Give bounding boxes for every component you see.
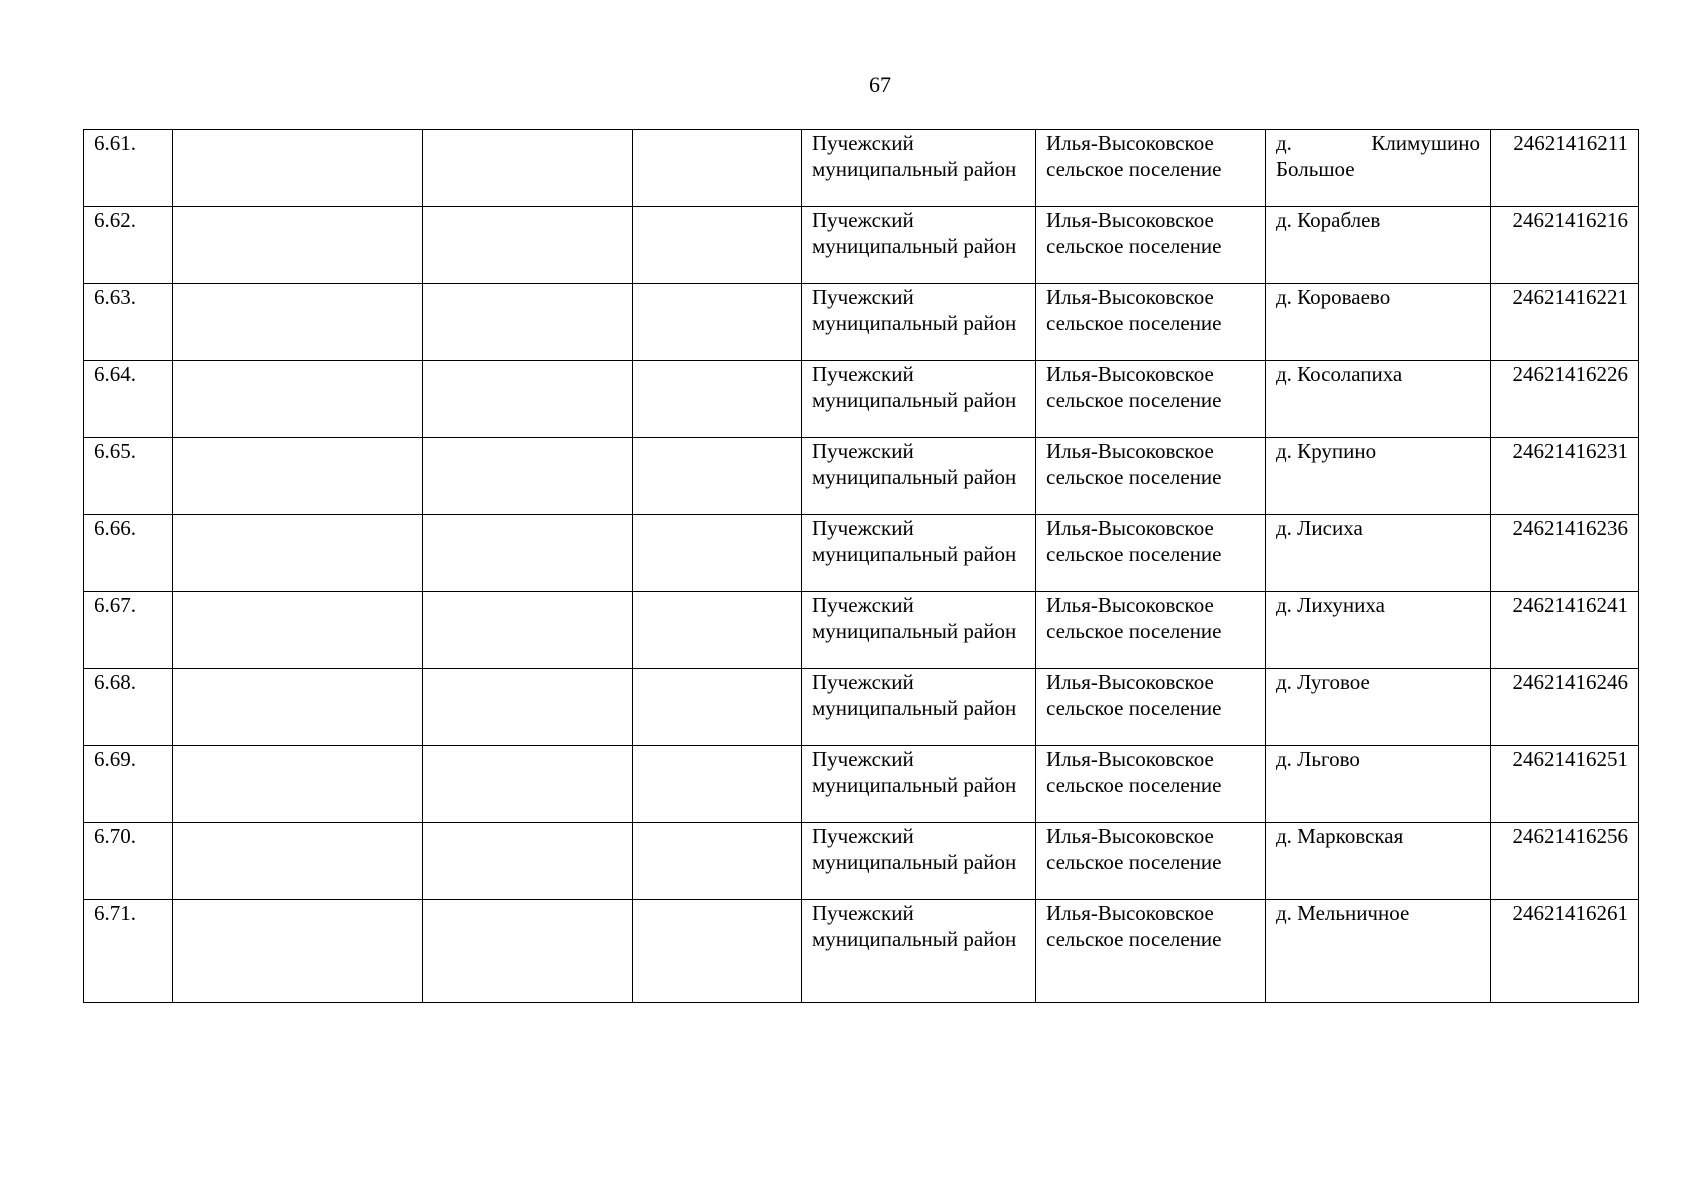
oktmo-code-cell: 24621416221: [1491, 284, 1639, 361]
empty-cell: [633, 438, 802, 515]
empty-cell: [633, 592, 802, 669]
district-cell: Пучежский муниципальный район: [802, 823, 1036, 900]
oktmo-code-cell: 24621416226: [1491, 361, 1639, 438]
row-number-cell: 6.61.: [84, 130, 173, 207]
empty-cell: [633, 669, 802, 746]
empty-cell: [633, 515, 802, 592]
row-number-cell: 6.69.: [84, 746, 173, 823]
locality-cell: д. Лисиха: [1266, 515, 1491, 592]
empty-cell: [423, 823, 633, 900]
table-row: [84, 669, 1639, 746]
row-number-cell: 6.67.: [84, 592, 173, 669]
empty-cell: [173, 515, 423, 592]
district-cell: Пучежский муниципальный район: [802, 438, 1036, 515]
row-number-cell: 6.70.: [84, 823, 173, 900]
empty-cell: [423, 669, 633, 746]
district-cell: Пучежский муниципальный район: [802, 669, 1036, 746]
empty-cell: [423, 515, 633, 592]
empty-cell: [633, 207, 802, 284]
settlement-cell: Илья-Высоковское сельское поселение: [1036, 515, 1266, 592]
table-row: [84, 900, 1639, 1003]
oktmo-code-cell: 24621416256: [1491, 823, 1639, 900]
empty-cell: [173, 900, 423, 1003]
oktmo-code-cell: 24621416216: [1491, 207, 1639, 284]
settlement-cell: Илья-Высоковское сельское поселение: [1036, 669, 1266, 746]
district-cell: Пучежский муниципальный район: [802, 746, 1036, 823]
district-cell: Пучежский муниципальный район: [802, 592, 1036, 669]
row-number-cell: 6.65.: [84, 438, 173, 515]
district-cell: Пучежский муниципальный район: [802, 284, 1036, 361]
locality-cell: д. Крупино: [1266, 438, 1491, 515]
settlement-cell: Илья-Высоковское сельское поселение: [1036, 438, 1266, 515]
settlement-cell: Илья-Высоковское сельское поселение: [1036, 592, 1266, 669]
empty-cell: [423, 284, 633, 361]
empty-cell: [173, 746, 423, 823]
settlement-cell: Илья-Высоковское сельское поселение: [1036, 207, 1266, 284]
row-number-cell: 6.64.: [84, 361, 173, 438]
oktmo-code-cell: 24621416236: [1491, 515, 1639, 592]
district-cell: Пучежский муниципальный район: [802, 515, 1036, 592]
empty-cell: [633, 823, 802, 900]
row-number-cell: 6.62.: [84, 207, 173, 284]
empty-cell: [423, 130, 633, 207]
district-cell: Пучежский муниципальный район: [802, 900, 1036, 1003]
settlement-cell: Илья-Высоковское сельское поселение: [1036, 746, 1266, 823]
empty-cell: [423, 438, 633, 515]
oktmo-code-cell: 24621416251: [1491, 746, 1639, 823]
oktmo-code-cell: 24621416211: [1491, 130, 1639, 207]
table-row: [84, 438, 1639, 515]
locality-cell: д. Луговое: [1266, 669, 1491, 746]
empty-cell: [173, 438, 423, 515]
settlement-cell: Илья-Высоковское сельское поселение: [1036, 823, 1266, 900]
locality-cell: д. Кораблев: [1266, 207, 1491, 284]
row-number-cell: 6.71.: [84, 900, 173, 1003]
page-number: 67: [869, 72, 891, 97]
settlement-cell: Илья-Высоковское сельское поселение: [1036, 900, 1266, 1003]
empty-cell: [633, 361, 802, 438]
empty-cell: [633, 284, 802, 361]
empty-cell: [633, 900, 802, 1003]
empty-cell: [423, 361, 633, 438]
settlements-table: [83, 129, 1639, 1003]
settlement-cell: Илья-Высоковское сельское поселение: [1036, 284, 1266, 361]
settlement-cell: Илья-Высоковское сельское поселение: [1036, 130, 1266, 207]
empty-cell: [423, 900, 633, 1003]
empty-cell: [423, 746, 633, 823]
oktmo-code-cell: 24621416231: [1491, 438, 1639, 515]
district-cell: Пучежский муниципальный район: [802, 207, 1036, 284]
empty-cell: [423, 592, 633, 669]
table-row: [84, 823, 1639, 900]
empty-cell: [173, 669, 423, 746]
district-cell: Пучежский муниципальный район: [802, 361, 1036, 438]
empty-cell: [173, 284, 423, 361]
locality-cell: д. Льгово: [1266, 746, 1491, 823]
empty-cell: [173, 207, 423, 284]
empty-cell: [633, 130, 802, 207]
locality-cell: д. Короваево: [1266, 284, 1491, 361]
empty-cell: [173, 592, 423, 669]
oktmo-code-cell: 24621416261: [1491, 900, 1639, 1003]
empty-cell: [633, 746, 802, 823]
empty-cell: [423, 207, 633, 284]
district-cell: Пучежский муниципальный район: [802, 130, 1036, 207]
oktmo-code-cell: 24621416241: [1491, 592, 1639, 669]
table-row: [84, 361, 1639, 438]
oktmo-code-cell: 24621416246: [1491, 669, 1639, 746]
empty-cell: [173, 361, 423, 438]
row-number-cell: 6.63.: [84, 284, 173, 361]
empty-cell: [173, 823, 423, 900]
settlement-cell: Илья-Высоковское сельское поселение: [1036, 361, 1266, 438]
row-number-cell: 6.66.: [84, 515, 173, 592]
table-row: [84, 515, 1639, 592]
table-row: [84, 284, 1639, 361]
locality-cell: д. Лихуниха: [1266, 592, 1491, 669]
table-row: [84, 207, 1639, 284]
empty-cell: [173, 130, 423, 207]
row-number-cell: 6.68.: [84, 669, 173, 746]
locality-cell: д. Косолапиха: [1266, 361, 1491, 438]
table-row: [84, 592, 1639, 669]
locality-cell: д. Мельничное: [1266, 900, 1491, 1003]
locality-cell: д. Климушино Большое: [1266, 130, 1491, 207]
table-row: [84, 130, 1639, 207]
table-row: [84, 746, 1639, 823]
locality-cell: д. Марковская: [1266, 823, 1491, 900]
